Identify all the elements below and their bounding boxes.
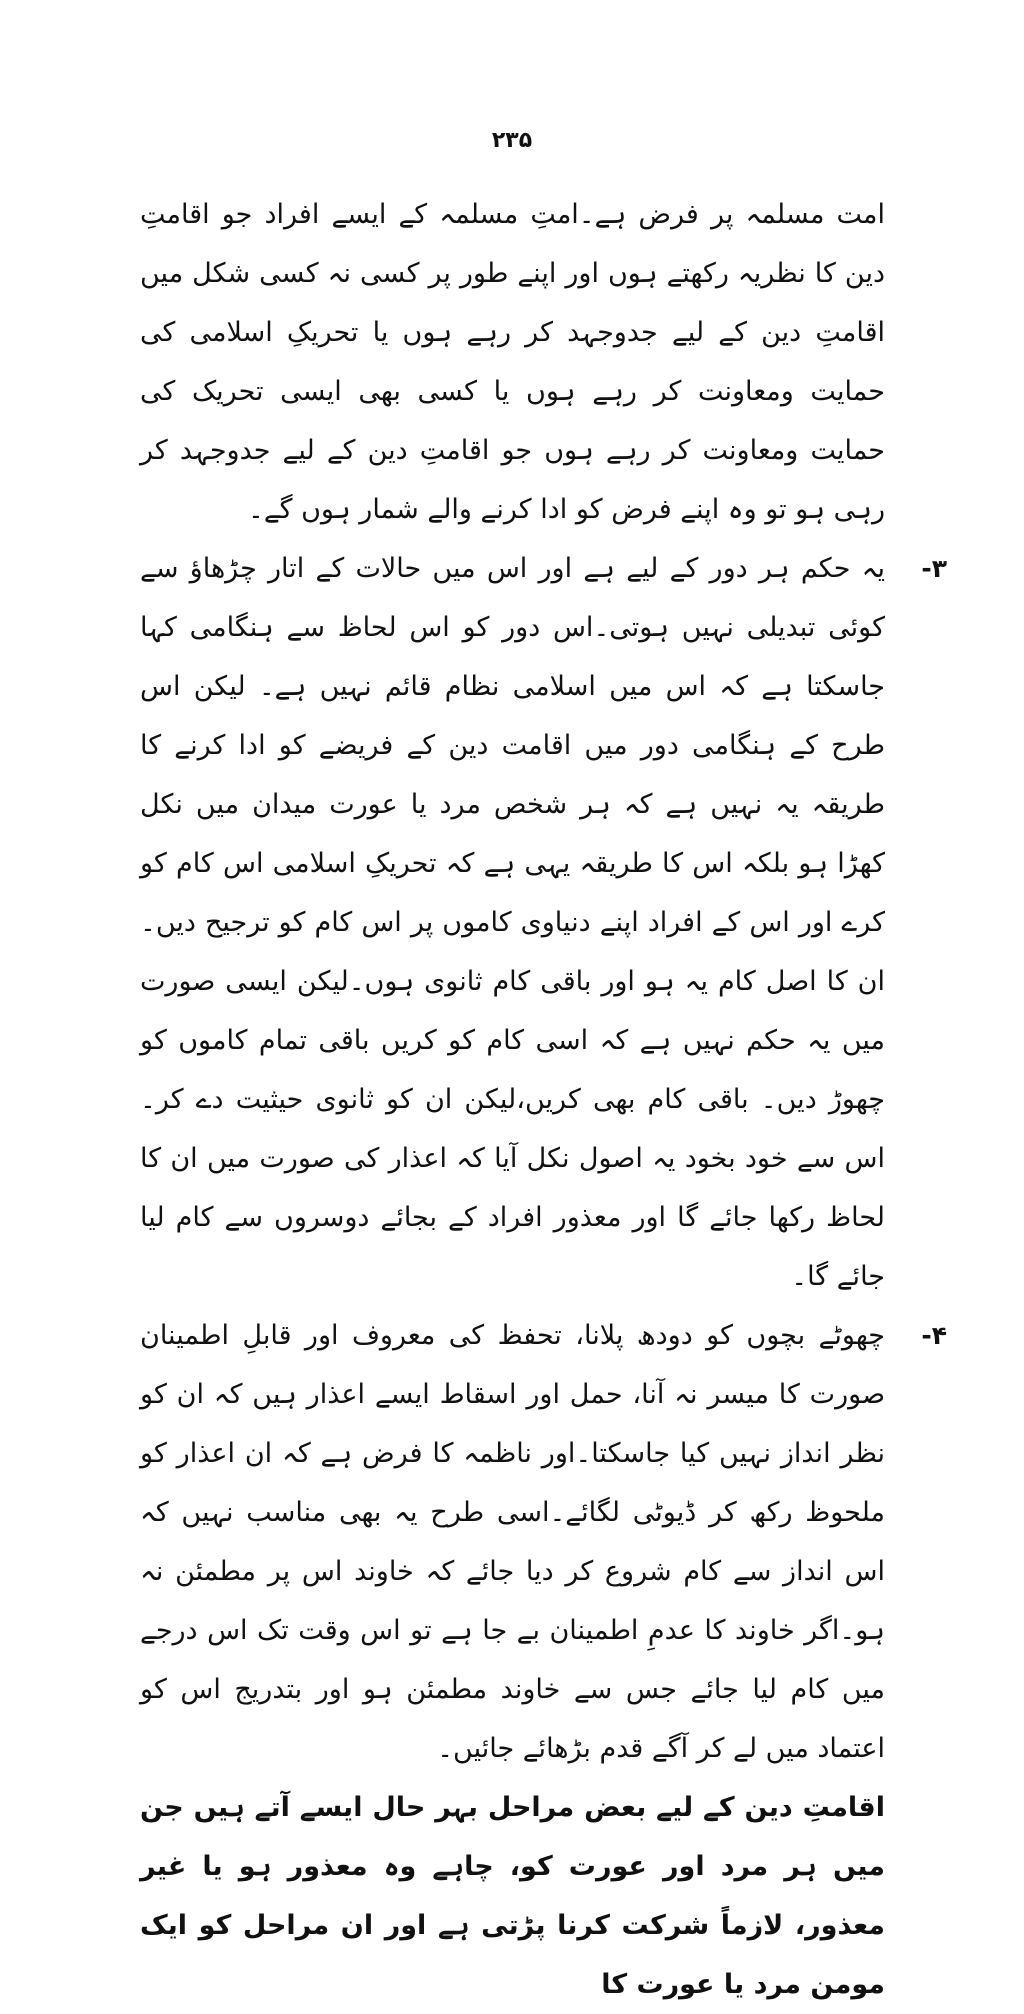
page-body (140, 185, 947, 2014)
paragraph-number: ۳- (921, 554, 947, 583)
page-number: ۲۳۵ (491, 128, 533, 153)
paragraph-text: چھوٹے بچوں کو دودھ پلانا، تحفظ کی معروف اور قابلِ اطمینان صورت کا میسر نہ آنا، حمل اور اسقاط ایسے اعذار ہیں کہ ان کو نظر انداز نہیں کیا جاسکتا۔اور ناظمہ کا فرض ہے کہ ان اعذار کو ملحوظ رکھ کر ڈیوٹی لگائے۔اسی طرح یہ بھی مناسب نہیں کہ اس انداز سے کام شروع کر دیا جائے کہ خاوند اس پر مطمئن نہ ہو۔اگر خاوند کا عدمِ اطمینان بے جا ہے تو اس وقت تک اس درجے میں کام لیا جائے جس سے خاوند مطمئن ہو اور بتدریج اس کو اعتماد میں لے کر آگے قدم بڑھائے جائیں۔ (140, 1320, 885, 1764)
paragraph-continuation (140, 185, 885, 539)
paragraph-text: امت مسلمہ پر فرض ہے۔امتِ مسلمہ کے ایسے افراد جو اقامتِ دین کا نظریہ رکھتے ہوں اور اپنے طور پر کسی نہ کسی شکل میں اقامتِ دین کے لیے جدوجہد کر رہے ہوں یا تحریکِ اسلامی کی حمایت ومعاونت کر رہے ہوں یا کسی بھی ایسی تحریک کی حمایت ومعاونت کر رہے ہوں جو اقامتِ دین کے لیے جدوجہد کر رہی ہو تو وہ اپنے فرض کو ادا کرنے والے شمار ہوں گے۔ (140, 199, 885, 525)
paragraph-number: ۴- (921, 1321, 947, 1350)
paragraph-text: یہ حکم ہر دور کے لیے ہے اور اس میں حالات کے اتار چڑھاؤ سے کوئی تبدیلی نہیں ہوتی۔اس دور کو اس لحاظ سے ہنگامی کہا جاسکتا ہے کہ اس میں اسلامی نظام قائم نہیں ہے۔ لیکن اس طرح کے ہنگامی دور میں اقامت دین کے فریضے کو ادا کرنے کا طریقہ یہ نہیں ہے کہ ہر شخص مرد یا عورت میدان میں نکل کھڑا ہو بلکہ اس کا طریقہ یہی ہے کہ تحریکِ اسلامی اس کام کو کرے اور اس کے افراد اپنے دنیاوی کاموں پر اس کام کو ترجیح دیں۔ان کا اصل کام یہ ہو اور باقی کام ثانوی ہوں۔لیکن ایسی صورت میں یہ حکم نہیں ہے کہ اسی کام کو کریں باقی تمام کاموں کو چھوڑ دیں۔ باقی کام بھی کریں،لیکن ان کو ثانوی حیثیت دے کر۔اس سے خود بخود یہ اصول نکل آیا کہ اعذار کی صورت میں ان کا لحاظ رکھا جائے گا اور معذور افراد کے بجائے دوسروں سے کام لیا جائے گا۔ (140, 553, 885, 1292)
numbered-paragraph-3 (140, 539, 947, 1306)
paragraph-closing (140, 1778, 885, 2014)
paragraph-text: اقامتِ دین کے لیے بعض مراحل بہر حال ایسے آتے ہیں جن میں ہر مرد اور عورت کو، چاہے وہ معذور ہو یا غیر معذور، لازماً شرکت کرنا پڑتی ہے اور ان مراحل کو ایک مومن مرد یا عورت کا (140, 1792, 885, 2000)
numbered-paragraph-4 (140, 1306, 947, 1778)
